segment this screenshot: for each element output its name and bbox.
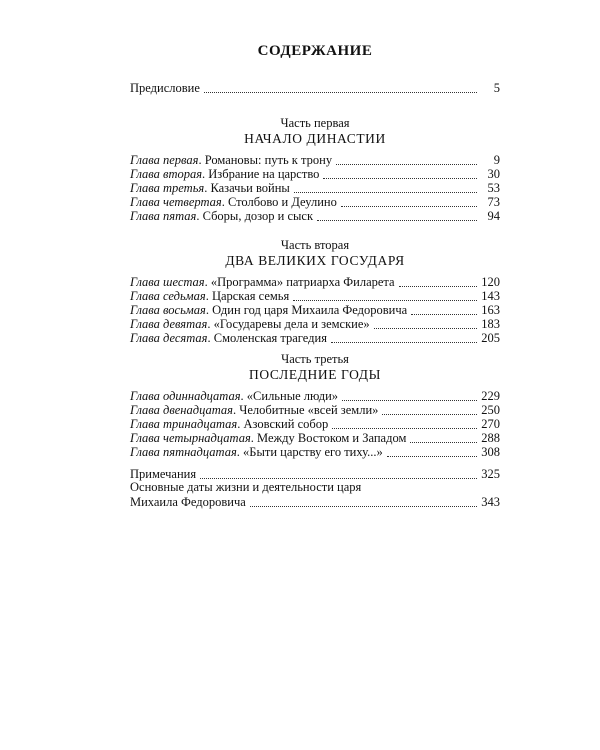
chapter-prefix: Глава девятая bbox=[130, 317, 208, 331]
chapter-prefix: Глава тринадцатая bbox=[130, 417, 238, 431]
dot-leader bbox=[317, 219, 477, 221]
chapter-prefix: Глава восьмая bbox=[130, 303, 206, 317]
chapter-prefix: Глава пятая bbox=[130, 209, 197, 223]
toc-entry-chapter[interactable]: Глава девятая. «Государевы дела и земские» 183 bbox=[130, 317, 500, 331]
entry-label: Примечания bbox=[130, 467, 197, 481]
page-number: 120 bbox=[481, 275, 500, 289]
toc-entry-chapter[interactable]: Глава восьмая. Один год царя Михаила Федоровича 163 bbox=[130, 303, 500, 317]
toc-entry-chapter[interactable]: Глава шестая. «Программа» патриарха Филарета 120 bbox=[130, 275, 500, 289]
dot-leader bbox=[331, 341, 477, 343]
chapter-title: «Быти царству его тиху...» bbox=[243, 445, 383, 459]
chapter-title: Между Востоком и Западом bbox=[257, 431, 407, 445]
toc-entry-chapter[interactable]: Глава одиннадцатая. «Сильные люди» 229 bbox=[130, 389, 500, 403]
dot-leader bbox=[200, 477, 477, 479]
page-number: 229 bbox=[481, 389, 500, 403]
toc-entry-dates[interactable] bbox=[130, 494, 500, 510]
toc-title: СОДЕРЖАНИЕ bbox=[257, 43, 373, 59]
part-title: ДВА ВЕЛИКИХ ГОСУДАРЯ bbox=[225, 253, 405, 268]
page-number: 143 bbox=[481, 289, 500, 303]
chapter-title: «Программа» патриарха Филарета bbox=[210, 275, 395, 289]
toc-entry-preface[interactable] bbox=[130, 80, 500, 96]
chapter-title: Столбово и Деулино bbox=[227, 195, 337, 209]
page-number: 308 bbox=[481, 445, 500, 459]
page-number: 94 bbox=[487, 209, 500, 223]
chapter-prefix: Глава третья bbox=[130, 181, 205, 195]
page-number: 9 bbox=[493, 153, 500, 167]
chapter-title: Азовский собор bbox=[243, 417, 329, 431]
chapter-title: Челобитные «всей земли» bbox=[239, 403, 379, 417]
page-number: 270 bbox=[481, 417, 500, 431]
chapter-prefix: Глава двенадцатая bbox=[130, 403, 233, 417]
toc-entry-chapter[interactable]: Глава третья. Казачьи войны 53 bbox=[130, 181, 500, 195]
chapter-title: Казачьи войны bbox=[210, 181, 290, 195]
toc-entry-chapter[interactable]: Глава пятая. Сборы, дозор и сыск 94 bbox=[130, 209, 500, 223]
dot-leader bbox=[411, 313, 477, 315]
page-number: 250 bbox=[481, 403, 500, 417]
dot-leader bbox=[341, 205, 477, 207]
chapter-prefix: Глава четвертая bbox=[130, 195, 222, 209]
toc-entry-chapter[interactable]: Глава седьмая. Царская семья 143 bbox=[130, 289, 500, 303]
toc-entry-chapter[interactable]: Глава четвертая. Столбово и Деулино 73 bbox=[130, 195, 500, 209]
page-number: 325 bbox=[481, 467, 500, 481]
chapter-title: Романовы: путь к трону bbox=[204, 153, 333, 167]
toc-entry-chapter[interactable]: Глава вторая. Избрание на царство 30 bbox=[130, 167, 500, 181]
chapter-title: «Государевы дела и земские» bbox=[213, 317, 370, 331]
part-title: ПОСЛЕДНИЕ ГОДЫ bbox=[249, 367, 381, 382]
part-number: Часть вторая bbox=[280, 238, 350, 252]
dot-leader bbox=[294, 191, 477, 193]
chapter-title: Сборы, дозор и сыск bbox=[202, 209, 314, 223]
dot-leader bbox=[387, 455, 477, 457]
toc-entry-chapter[interactable]: Глава двенадцатая. Челобитные «всей земли» 250 bbox=[130, 403, 500, 417]
chapter-title: Царская семья bbox=[211, 289, 290, 303]
dot-leader bbox=[399, 285, 477, 287]
entry-label: Михаила Федоровича bbox=[130, 495, 246, 509]
toc-entry-chapter[interactable]: Глава десятая. Смоленская трагедия 205 bbox=[130, 331, 500, 345]
chapter-prefix: Глава шестая bbox=[130, 275, 205, 289]
dot-leader bbox=[250, 505, 477, 507]
dot-leader bbox=[382, 413, 477, 415]
toc-entry-dates-line1[interactable]: Основные даты жизни и деятельности царя bbox=[130, 480, 362, 494]
dot-leader bbox=[342, 399, 477, 401]
chapter-prefix: Глава первая bbox=[130, 153, 199, 167]
part-number: Часть первая bbox=[280, 116, 350, 130]
toc-entry-chapter[interactable]: Глава пятнадцатая. «Быти царству его тиху...» 308 bbox=[130, 445, 500, 459]
chapter-prefix: Глава седьмая bbox=[130, 289, 206, 303]
chapter-prefix: Глава пятнадцатая bbox=[130, 445, 237, 459]
page-number: 183 bbox=[481, 317, 500, 331]
dot-leader bbox=[204, 91, 477, 93]
part-title: НАЧАЛО ДИНАСТИИ bbox=[244, 131, 386, 146]
toc-entry-chapter[interactable]: Глава тринадцатая. Азовский собор 270 bbox=[130, 417, 500, 431]
page-number: 5 bbox=[493, 81, 500, 95]
chapter-prefix: Глава десятая bbox=[130, 331, 208, 345]
page-number: 53 bbox=[487, 181, 500, 195]
toc-entry-chapter[interactable]: Глава первая. Романовы: путь к трону 9 bbox=[130, 153, 500, 167]
chapter-prefix: Глава одиннадцатая bbox=[130, 389, 241, 403]
dot-leader bbox=[332, 427, 477, 429]
page-number: 73 bbox=[487, 195, 500, 209]
page-number: 30 bbox=[487, 167, 500, 181]
chapter-title: Смоленская трагедия bbox=[213, 331, 327, 345]
page-number: 205 bbox=[481, 331, 500, 345]
entry-label: Предисловие bbox=[130, 81, 200, 95]
dot-leader bbox=[374, 327, 477, 329]
dot-leader bbox=[336, 163, 477, 165]
dot-leader bbox=[293, 299, 477, 301]
dot-leader bbox=[323, 177, 477, 179]
toc-entry-chapter[interactable]: Глава четырнадцатая. Между Востоком и Западом 288 bbox=[130, 431, 500, 445]
page-number: 163 bbox=[481, 303, 500, 317]
chapter-prefix: Глава вторая bbox=[130, 167, 203, 181]
chapter-title: «Сильные люди» bbox=[246, 389, 339, 403]
chapter-prefix: Глава четырнадцатая bbox=[130, 431, 251, 445]
page-number: 343 bbox=[481, 495, 500, 509]
chapter-title: Один год царя Михаила Федоровича bbox=[212, 303, 408, 317]
chapter-title: Избрание на царство bbox=[208, 167, 320, 181]
page-number: 288 bbox=[481, 431, 500, 445]
part-number: Часть третья bbox=[281, 352, 349, 366]
dot-leader bbox=[410, 441, 477, 443]
